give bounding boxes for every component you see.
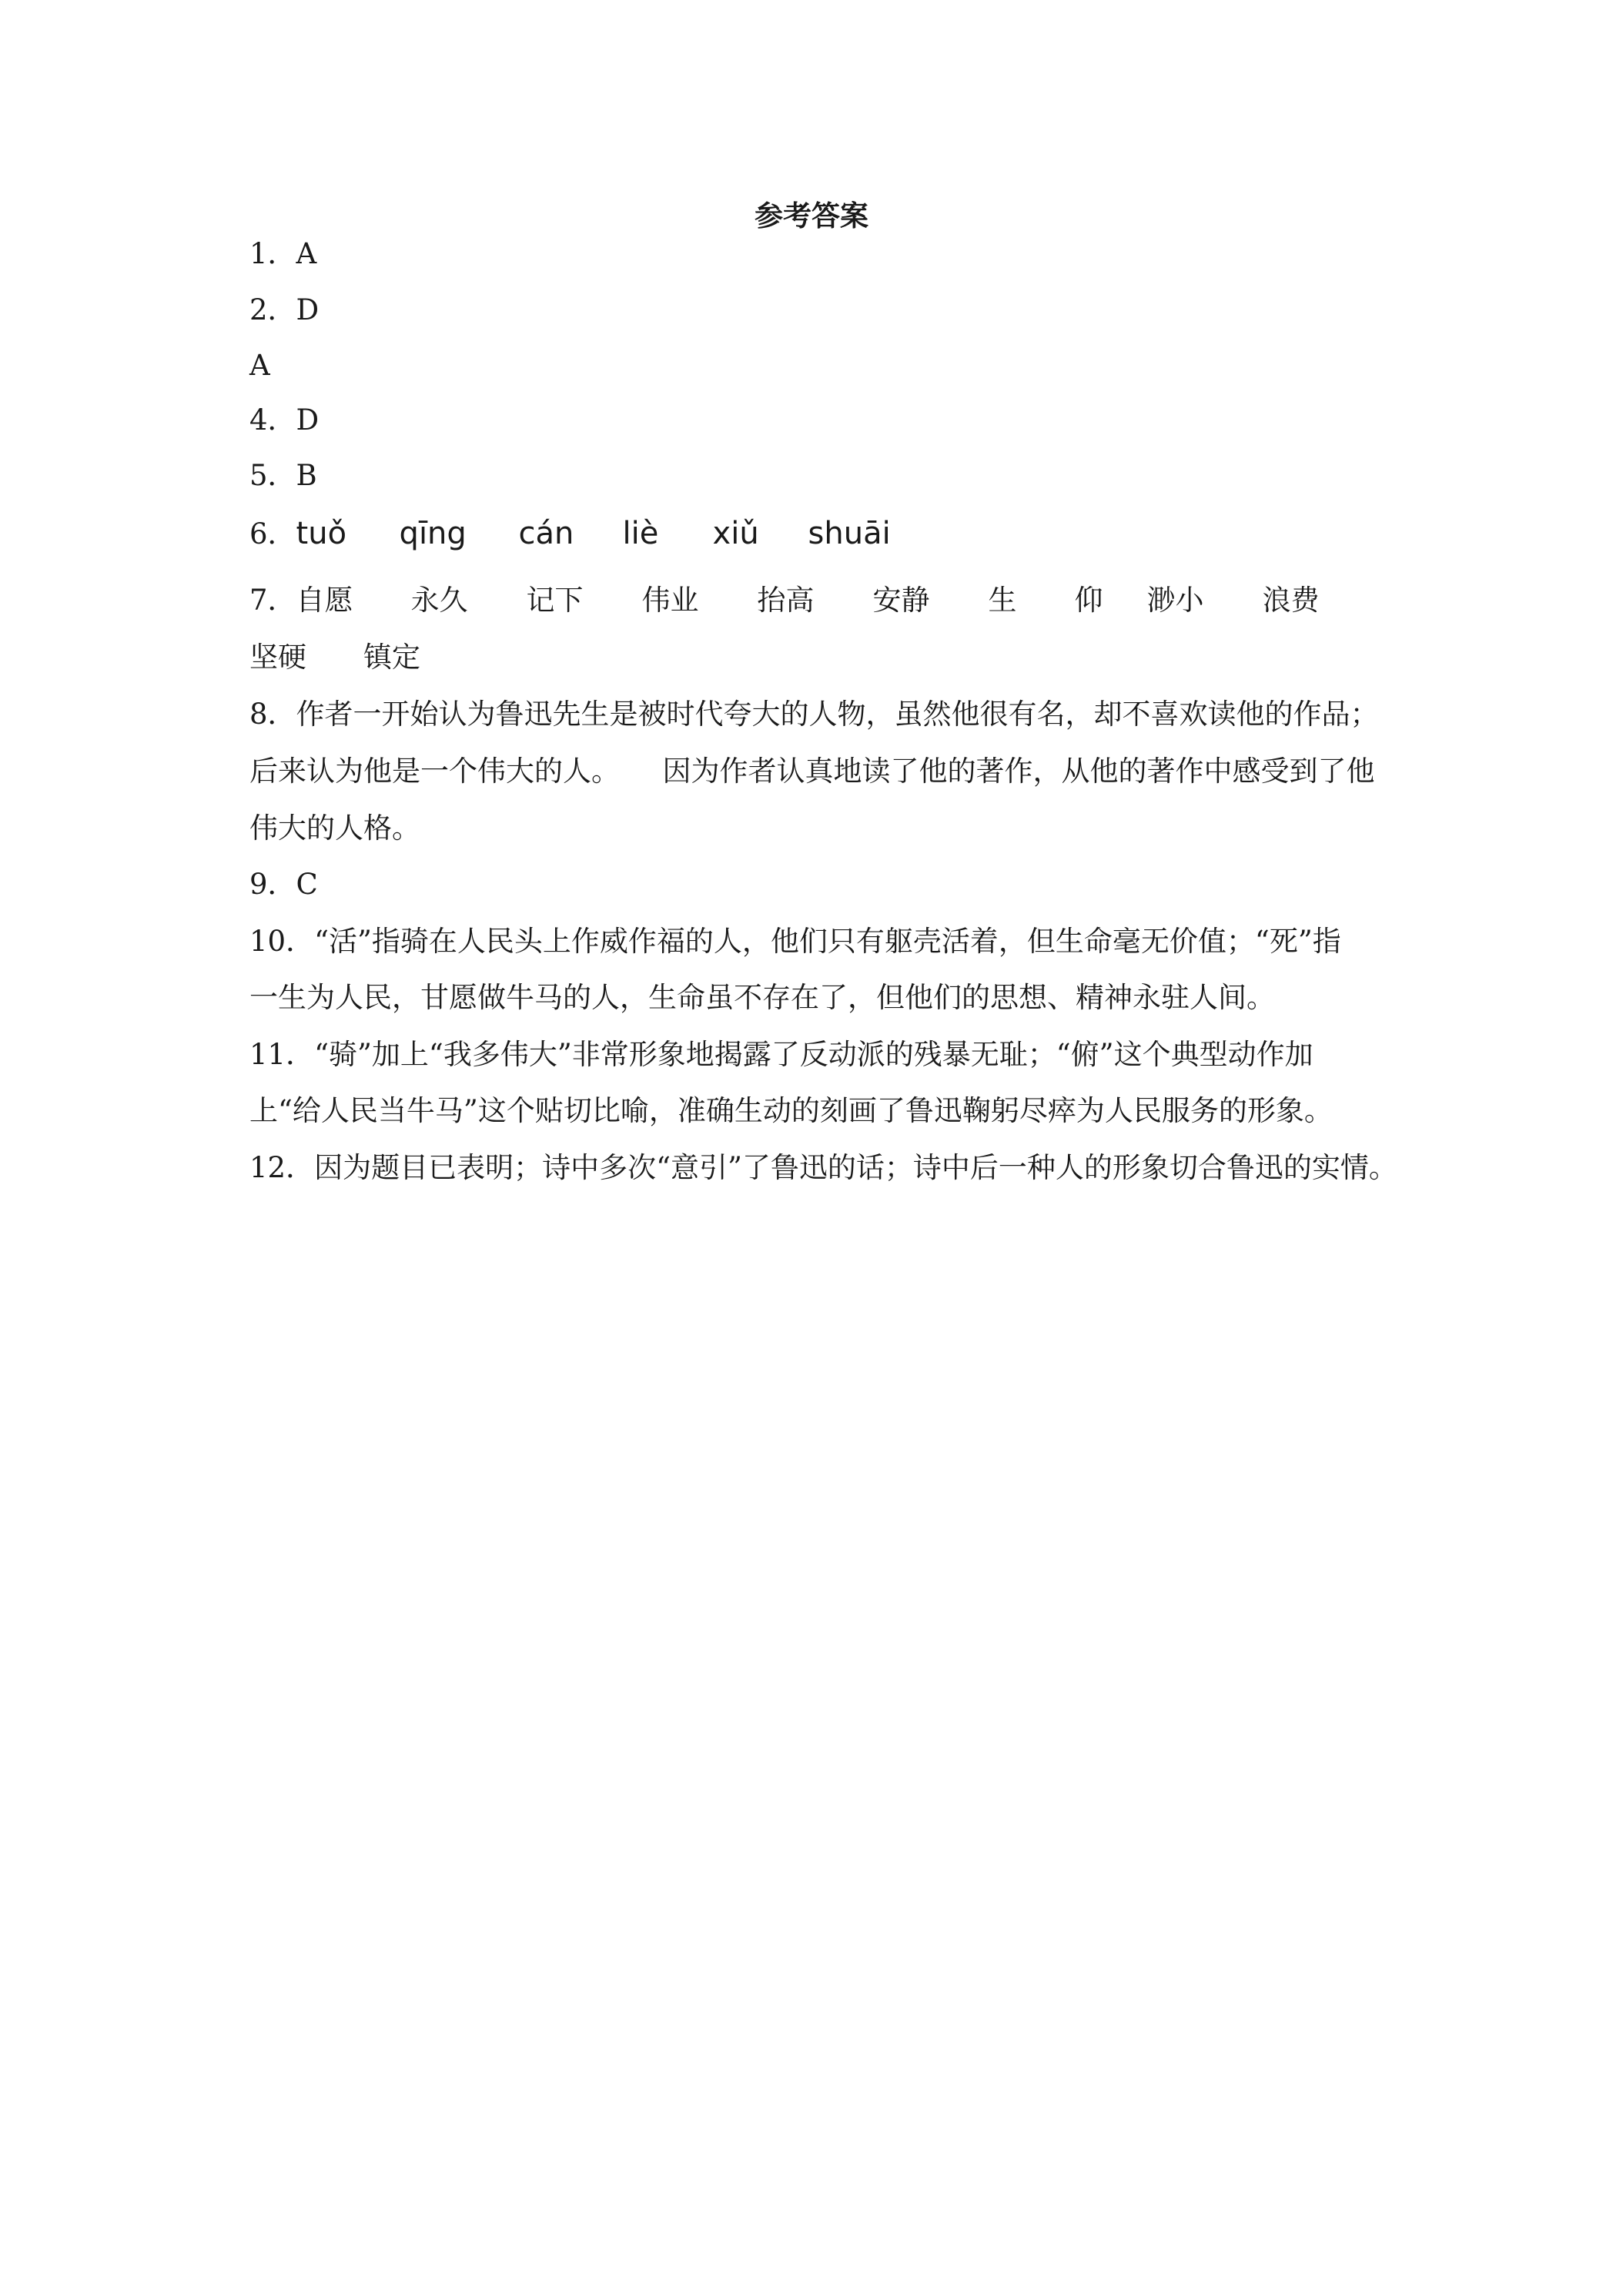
answer-5: 5．B [249, 459, 317, 492]
answer-4: 4．D [249, 403, 320, 437]
answer-6 [249, 512, 1389, 556]
page-title: 参考答案 [755, 199, 868, 233]
answer-9: 9．C [249, 868, 318, 901]
answer-7-word: 抬高 [757, 584, 815, 617]
answer-11-line-2: 上“给人民当牛马”这个贴切比喻，准确生动的刻画了鲁迅鞠躬尽瘁为人民服务的形象。 [249, 1094, 1333, 1127]
pinyin-word: xiǔ [712, 516, 759, 551]
answer-7-word: 自愿 [296, 584, 353, 617]
answer-10-line-1: 10．“活”指骑在人民头上作威作福的人，他们只有躯壳活着，但生命毫无价值；“死”指 [249, 925, 1341, 958]
answer-7-word: 坚硬 [249, 641, 306, 674]
pinyin-word: qīng [399, 516, 467, 551]
answer-7-word: 记下 [526, 584, 584, 617]
answer-7-word: 生 [988, 584, 1017, 617]
pinyin-word: tuǒ [296, 516, 347, 551]
answer-7-word: 浪费 [1262, 584, 1320, 617]
answer-8-line-2: 后来认为他是一个伟大的人。 因为作者认真地读了他的著作，从他的著作中感受到了他 [249, 755, 1375, 788]
answer-7-number: 7． [249, 584, 296, 617]
pinyin-word: liè [622, 516, 659, 551]
answer-12: 12．因为题目已表明；诗中多次“意引”了鲁迅的话；诗中后一种人的形象切合鲁迅的实情。 [249, 1151, 1397, 1184]
answer-7-line-2 [249, 636, 1389, 679]
answer-6-number: 6． [249, 517, 296, 551]
answer-7-line-1 [249, 579, 1389, 622]
answer-1: 1．A [249, 237, 317, 270]
answer-11-line-1: 11．“骑”加上“我多伟大”非常形象地揭露了反动派的残暴无耻；“俯”这个典型动作加 [249, 1038, 1313, 1071]
answer-7-word: 仰 [1074, 584, 1103, 617]
answer-10-line-2: 一生为人民，甘愿做牛马的人，生命虽不存在了，但他们的思想、精神永驻人间。 [249, 981, 1275, 1014]
answer-7-word: 镇定 [363, 641, 420, 674]
answer-7-word: 永久 [410, 584, 468, 617]
answer-7-word: 伟业 [641, 584, 699, 617]
pinyin-word: cán [518, 516, 574, 551]
answer-8-line-1: 8．作者一开始认为鲁迅先生是被时代夸大的人物，虽然他很有名，却不喜欢读他的作品； [249, 698, 1379, 731]
answer-7-word: 安静 [872, 584, 930, 617]
answer-7-word: 渺小 [1146, 584, 1204, 617]
pinyin-word: shuāi [808, 516, 891, 551]
answer-2: 2．D [249, 293, 320, 326]
answer-8-line-3: 伟大的人格。 [249, 812, 420, 845]
answer-3: A [249, 349, 270, 382]
